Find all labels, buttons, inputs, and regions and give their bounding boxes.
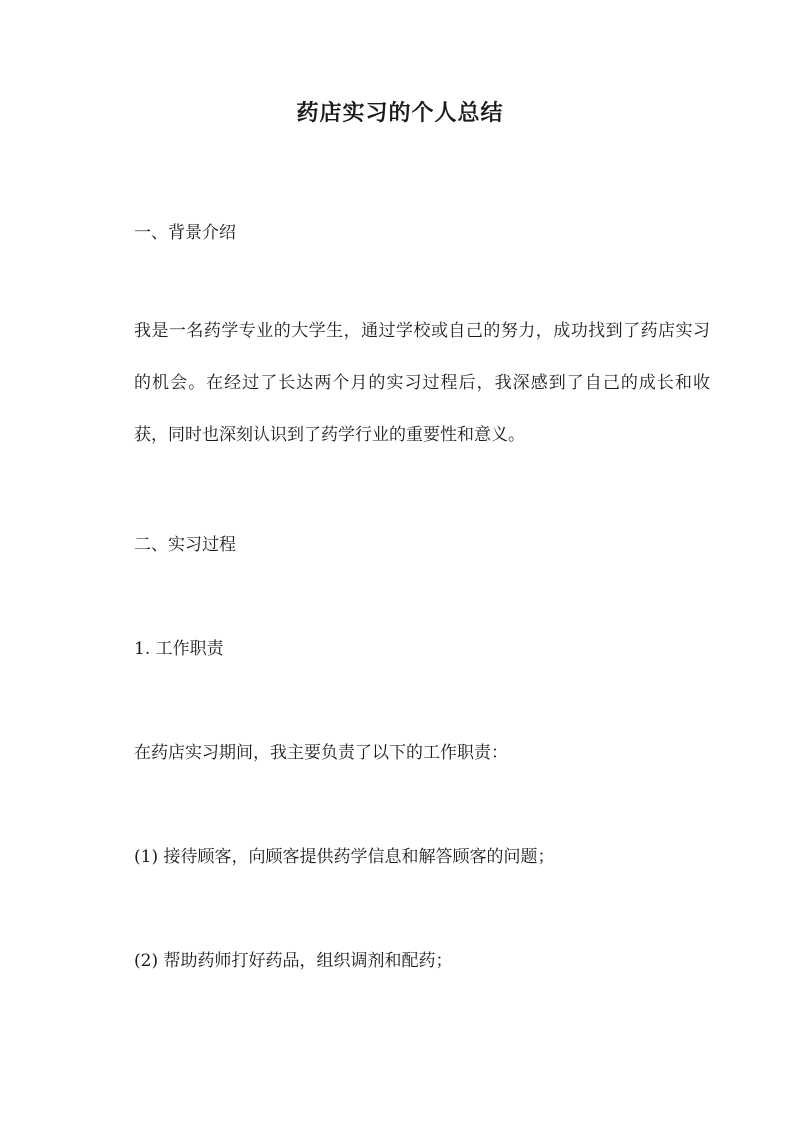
duties-intro-paragraph: 在药店实习期间，我主要负责了以下的工作职责：: [134, 743, 508, 763]
section-heading-process: 二、实习过程: [134, 535, 236, 555]
subsection-heading-duties: 1. 工作职责: [134, 639, 224, 659]
duty-list-item: (1) 接待顾客，向顾客提供药学信息和解答顾客的问题；: [134, 847, 555, 867]
duty-list-item: (2) 帮助药师打好药品，组织调剂和配药；: [134, 951, 453, 971]
background-paragraph: 我是一名药学专业的大学生，通过学校或自己的努力，成功找到了药店实习的机会。在经过了长达两个月的实习过程后，我深感到了自己的成长和收获，同时也深刻认识到了药学行业的重要性和意义。: [134, 321, 710, 445]
document-title: 药店实习的个人总结: [296, 100, 504, 126]
section-heading-background: 一、背景介绍: [134, 223, 236, 243]
